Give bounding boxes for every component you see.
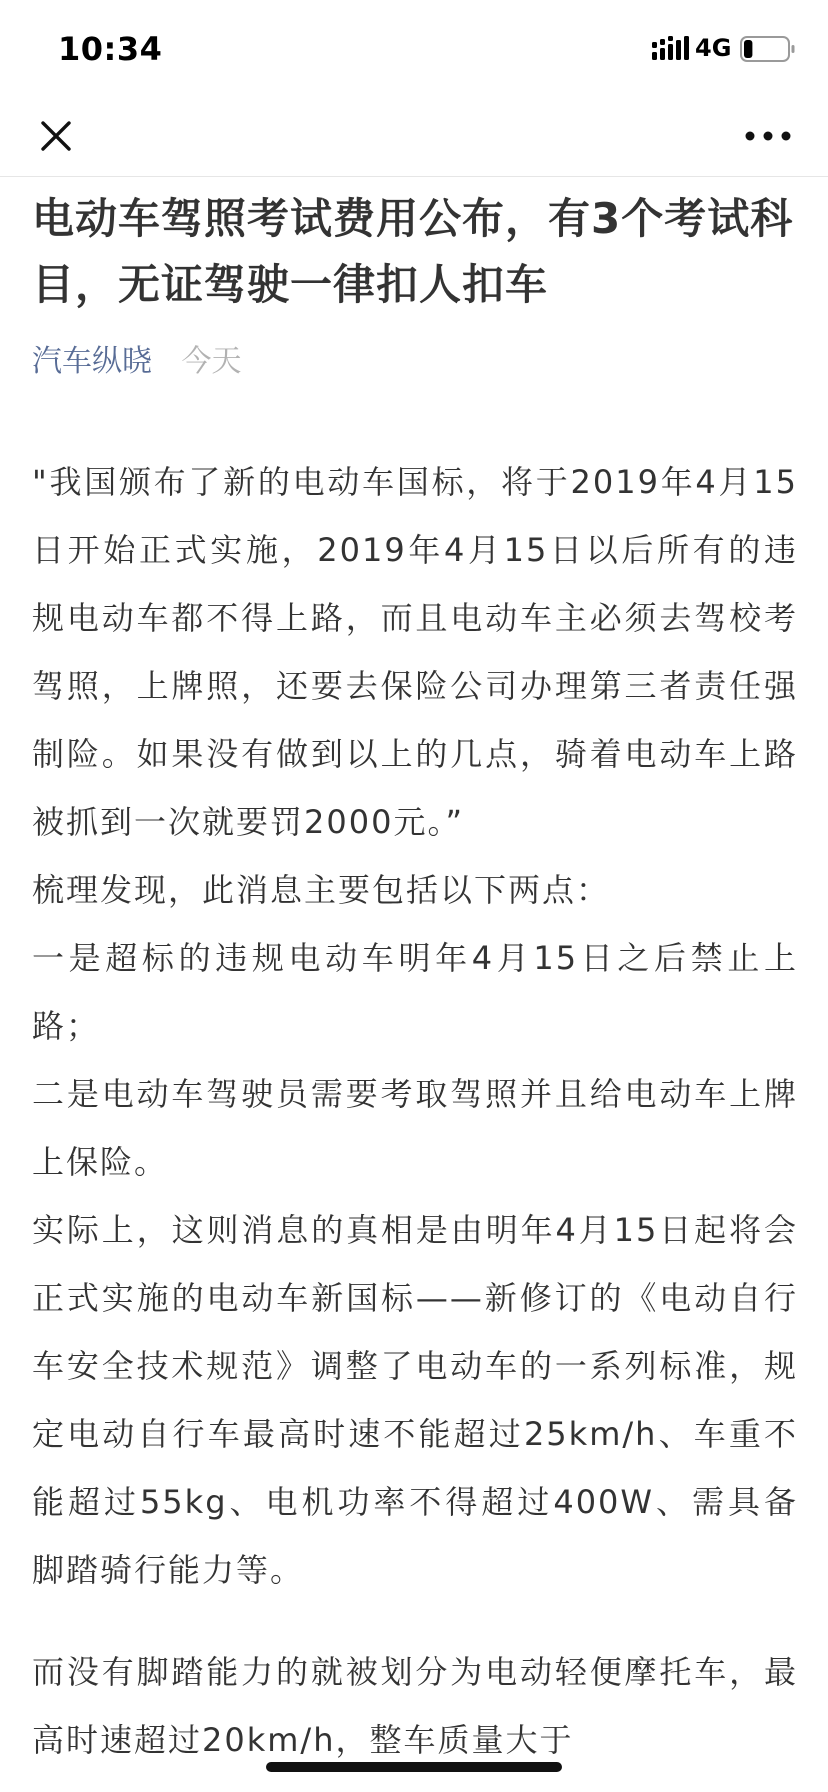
- paragraph: 梳理发现，此消息主要包括以下两点：: [32, 871, 611, 909]
- nav-bar: [0, 96, 828, 177]
- battery-icon: [740, 36, 796, 62]
- status-bar: [0, 0, 828, 96]
- close-icon[interactable]: [34, 114, 78, 158]
- home-indicator[interactable]: [266, 1762, 562, 1772]
- more-icon[interactable]: [742, 118, 794, 154]
- author-link[interactable]: 汽车纵晓: [32, 344, 152, 379]
- article: [32, 186, 798, 1774]
- paragraph: 而没有脚踏能力的就被划分为电动轻便摩托车，最高时速超过20km/h，整车质量大于: [32, 1653, 798, 1759]
- paragraph: 二是电动车驾驶员需要考取驾照并且给电动车上牌上保险。: [32, 1075, 798, 1181]
- network-label: 4G: [695, 34, 732, 62]
- article-title: 电动车驾照考试费用公布，有3个考试科目，无证驾驶一律扣人扣车: [32, 194, 794, 309]
- status-time: 10:34: [58, 30, 163, 68]
- publish-date: 今天: [181, 344, 242, 379]
- paragraph: "我国颁布了新的电动车国标，将于2019年4月15日开始正式实施，2019年4月15日以后所有的违规电动车都不得上路，而且电动车主必须去驾校考驾照，上牌照，还要去保险公司办理第三者责任强制险。如果没有做到以上的几点，骑着电动车上路被抓到一次就要罚2000元。”: [32, 463, 798, 841]
- article-body: [32, 448, 798, 1774]
- article-meta: [32, 342, 798, 382]
- battery-level-fill: [744, 40, 752, 58]
- paragraph: 实际上，这则消息的真相是由明年4月15日起将会正式实施的电动车新国标——新修订的《电动自行车安全技术规范》调整了电动车的一系列标准，规定电动自行车最高时速不能超过25km/h、车重不能超过55kg、电机功率不得超过400W、需具备脚踏骑行能力等。: [32, 1211, 798, 1589]
- signal-icon: [652, 36, 690, 60]
- paragraph: 一是超标的违规电动车明年4月15日之后禁止上路；: [32, 939, 798, 1045]
